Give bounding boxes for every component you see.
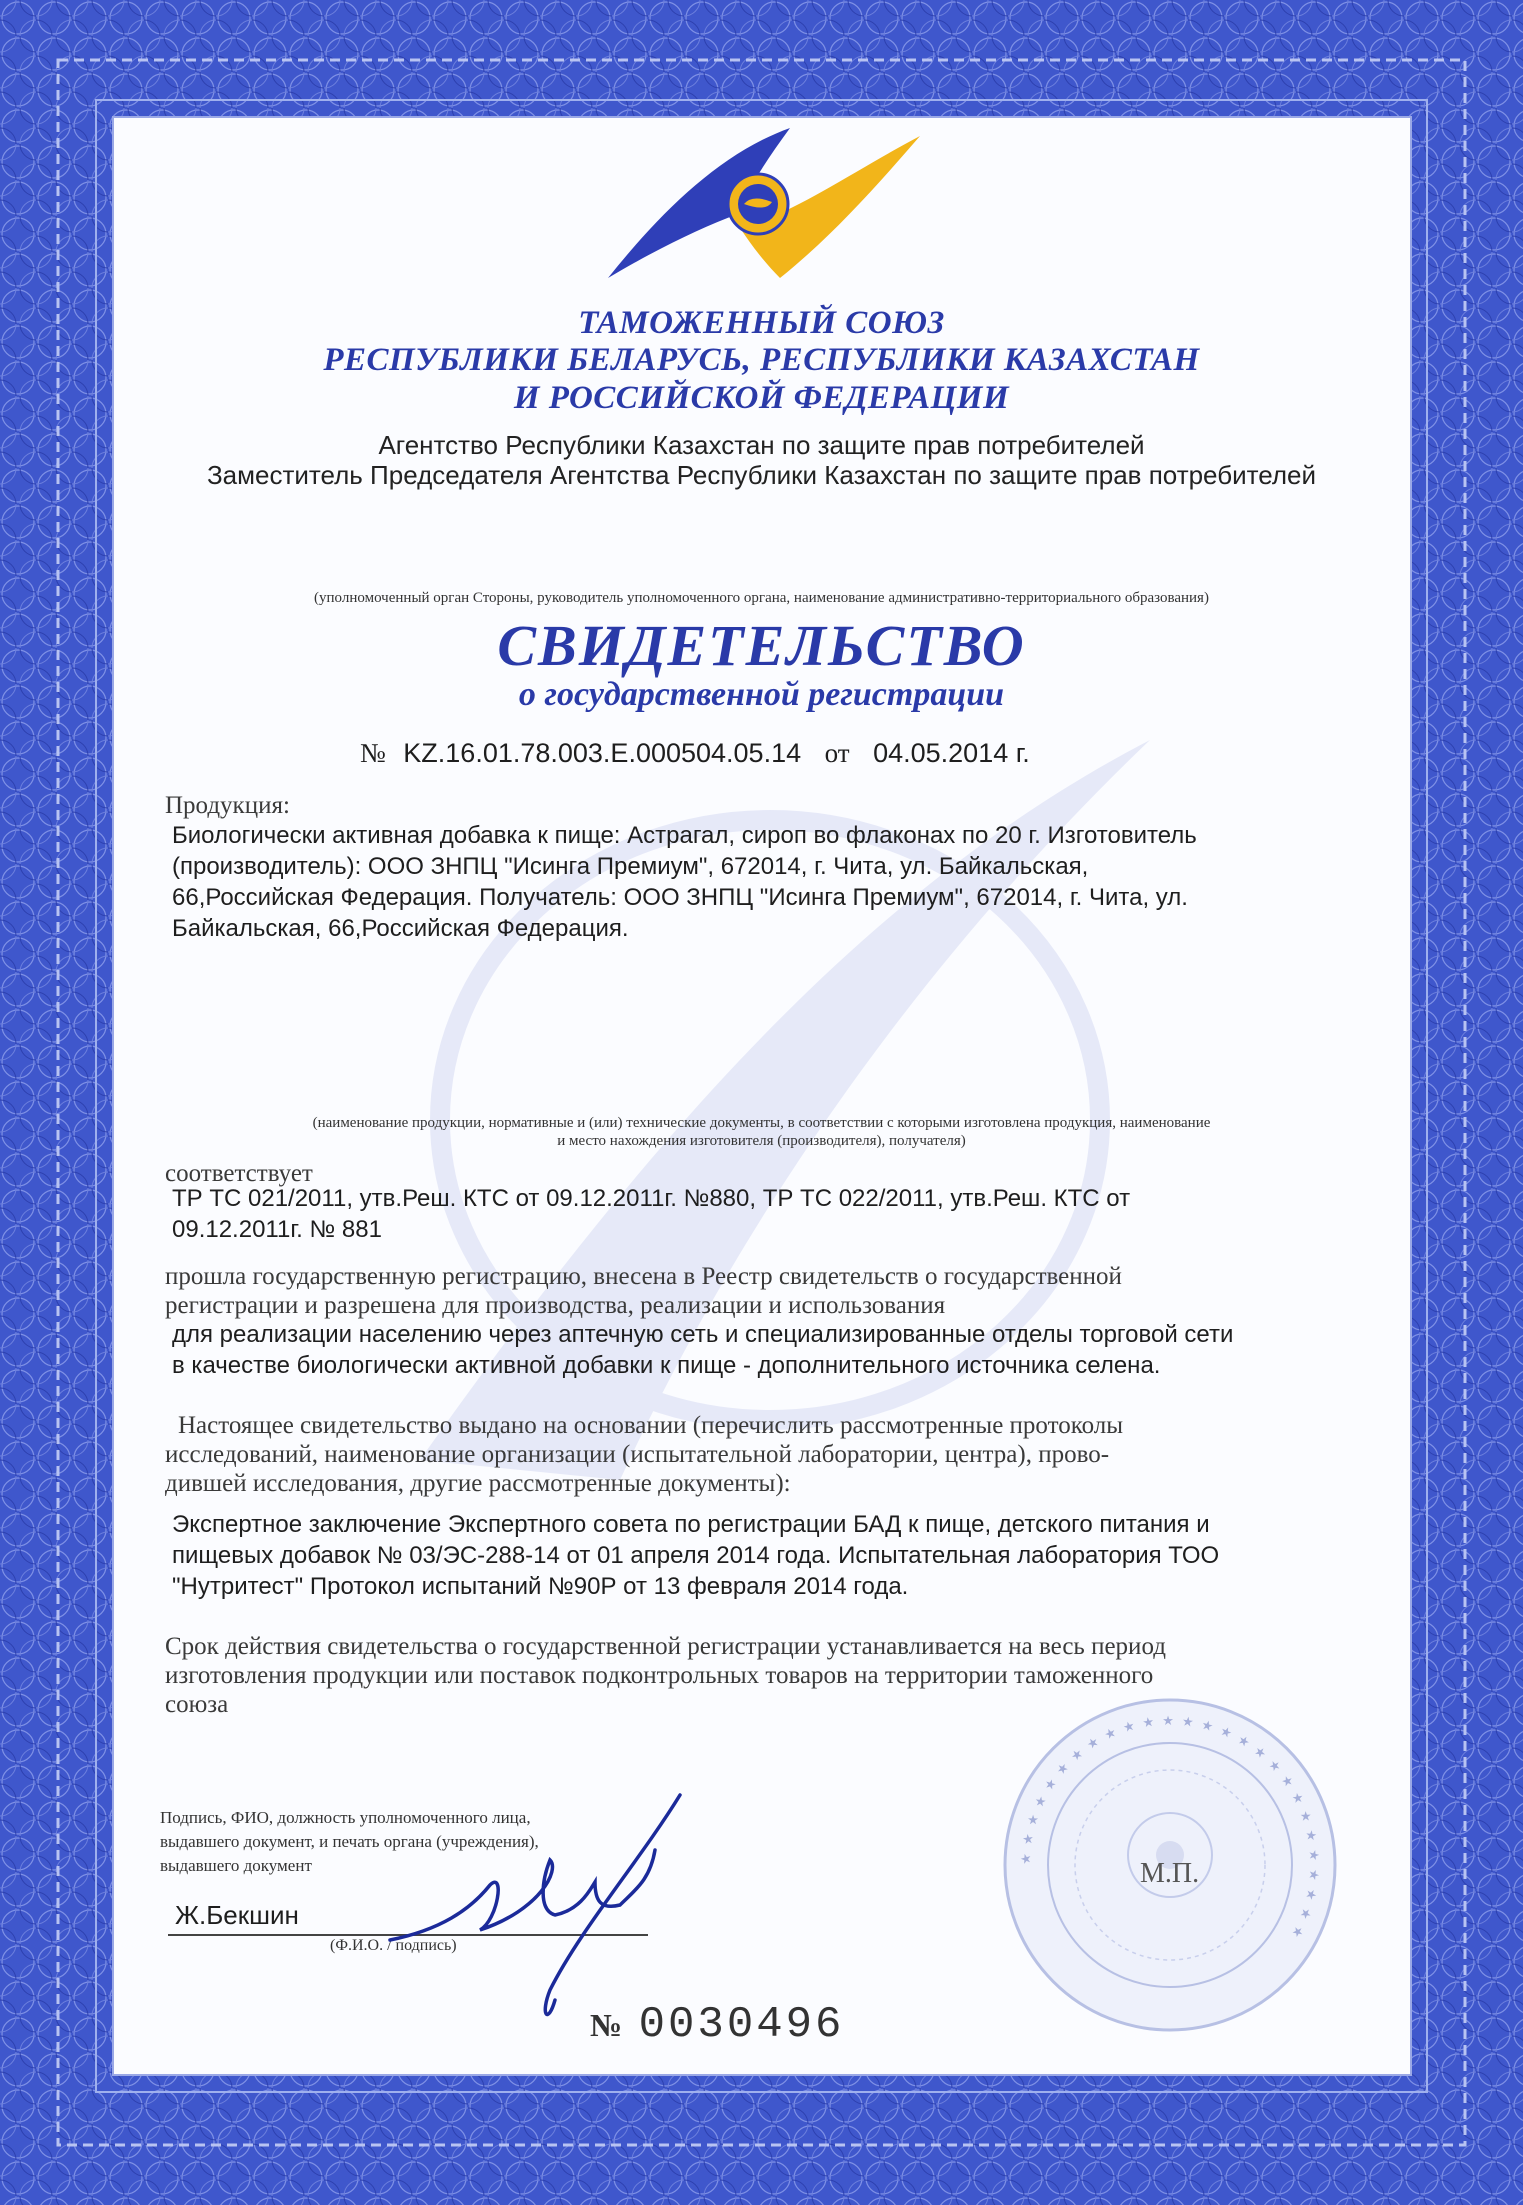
- conformity-line1: ТР ТС 021/2011, утв.Реш. КТС от 09.12.2011г. №880, ТР ТС 022/2011, утв.Реш. КТС от: [172, 1185, 1131, 1212]
- union-title-line3: И РОССИЙСКОЙ ФЕДЕРАЦИИ: [513, 380, 1010, 416]
- basis-printed-line3: дившей исследования, другие рассмотренные документы):: [165, 1470, 791, 1497]
- signature-caption-line1: Подпись, ФИО, должность уполномоченного лица,: [160, 1808, 531, 1827]
- registration-printed-line2: регистрации и разрешена для производства, реализации и использования: [165, 1292, 946, 1319]
- agency-line2: Заместитель Председателя Агентства Республики Казахстан по защите прав потребителей: [206, 460, 1317, 490]
- serial-number: [590, 2000, 844, 2050]
- union-title-line2: РЕСПУБЛИКИ БЕЛАРУСЬ, РЕСПУБЛИКИ КАЗАХСТАН: [323, 342, 1200, 378]
- registration-printed-line1: прошла государственную регистрацию, внесена в Реестр свидетельств о государственной: [165, 1263, 1122, 1290]
- product-caption-line2: и место нахождения изготовителя (производителя), получателя): [557, 1133, 966, 1149]
- certificate-title: СВИДЕТЕЛЬСТВО: [497, 613, 1026, 678]
- validity-line3: союза: [165, 1691, 229, 1718]
- conformity-line2: 09.12.2011г. № 881: [172, 1216, 382, 1243]
- validity-line2: изготовления продукции или поставок подконтрольных товаров на территории таможенного: [165, 1662, 1154, 1689]
- basis-printed-line2: исследований, наименование организации (испытательной лаборатории, центра), прово-: [165, 1441, 1110, 1468]
- basis-typed-line1: Экспертное заключение Экспертного совета по регистрации БАД к пище, детского питания и: [172, 1511, 1210, 1538]
- number-prefix: №: [360, 738, 386, 768]
- product-line3: 66,Российская Федерация. Получатель: ООО ЗНПЦ "Исинга Премиум", 672014, г. Чита, ул.: [172, 884, 1188, 911]
- certificate-number: KZ.16.01.78.003.E.000504.05.14: [403, 738, 802, 768]
- product-line4: Байкальская, 66,Российская Федерация.: [172, 915, 629, 942]
- svg-text:★ ★ ★ ★ ★ ★ ★ ★ ★ ★ ★ ★ ★ ★ ★: ★ ★ ★ ★ ★ ★ ★ ★ ★ ★ ★ ★ ★ ★ ★ ★ ★ ★ ★ ★ ★ ★ ★ ★ ★ ★ ★: [1017, 1712, 1323, 1943]
- registration-typed-line2: в качестве биологически активной добавки к пище - дополнительного источника селена.: [172, 1352, 1161, 1379]
- union-title-line1: ТАМОЖЕННЫЙ СОЮЗ: [578, 305, 945, 341]
- signature-caption-line2: выдавшего документ, и печать органа (учреждения),: [160, 1832, 539, 1851]
- registration-typed-line1: для реализации населению через аптечную сеть и специализированные отделы торговой сети: [172, 1321, 1234, 1348]
- product-line1: Биологически активная добавка к пище: Астрагал, сироп во флаконах по 20 г. Изготовитель: [172, 822, 1197, 849]
- fio-caption: (Ф.И.О. / подпись): [330, 1937, 457, 1954]
- agency-caption: (уполномоченный орган Стороны, руководитель уполномоченного органа, наименование административно-территориального образования): [314, 590, 1209, 606]
- mp-label: М.П.: [1140, 1858, 1200, 1889]
- serial-prefix: №: [590, 2007, 623, 2043]
- signature-caption-line3: выдавшего документ: [160, 1856, 312, 1875]
- certificate-subtitle: о государственной регистрации: [518, 676, 1005, 713]
- certificate-number-line: [360, 738, 1030, 769]
- product-caption-line1: (наименование продукции, нормативные и (или) технические документы, в соответствии с которыми изготовлена продукция, наименование: [312, 1115, 1211, 1131]
- basis-typed-line2: пищевых добавок № 03/ЭС-288-14 от 01 апреля 2014 года. Испытательная лаборатория ТОО: [172, 1542, 1220, 1569]
- validity-line1: Срок действия свидетельства о государственной регистрации устанавливается на весь период: [165, 1633, 1166, 1660]
- conformity-label: соответствует: [165, 1160, 313, 1187]
- signer-name: Ж.Бекшин: [175, 1900, 299, 1930]
- product-label: Продукция:: [165, 792, 290, 819]
- customs-union-logo: [590, 118, 930, 298]
- basis-printed-line1: Настоящее свидетельство выдано на основании (перечислить рассмотренные протоколы: [178, 1412, 1124, 1439]
- basis-typed-line3: "Нутритест" Протокол испытаний №90Р от 13 февраля 2014 года.: [172, 1573, 909, 1600]
- agency-line1: Агентство Республики Казахстан по защите прав потребителей: [378, 430, 1145, 460]
- serial-value: 0030496: [638, 2000, 845, 2050]
- certificate-date: 04.05.2014 г.: [873, 738, 1030, 768]
- product-line2: (производитель): ООО ЗНПЦ "Исинга Премиум", 672014, г. Чита, ул. Байкальская,: [172, 853, 1089, 880]
- date-prefix: от: [824, 738, 850, 768]
